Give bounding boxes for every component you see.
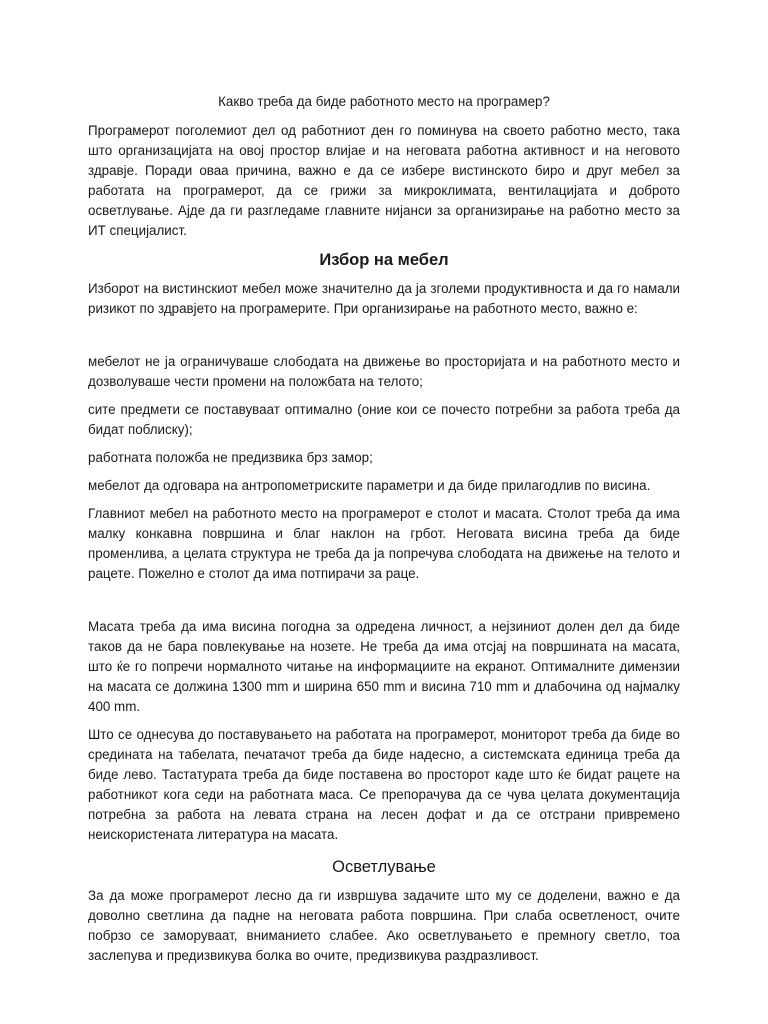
furniture-paragraph-4: Што се однесува до поставувањето на работата на програмерот, мониторот треба да биде во средината на табелата, печатачот треба да биде надесно, а системската единица треба да биде лево. Тастатурата треба да биде поставена во просторот каде што ќе бидат рацете на работникот кога седи на работната маса. Се препорачува да се чува целата документација потребна за работа на левата страна на лесен дофат и да се отстрани привремено неискористената литература на масата. bbox=[88, 727, 680, 842]
document-title: Какво треба да биде работното место на програмер? bbox=[218, 94, 550, 109]
furniture-list-item: работната положба не предизвика брз замор; bbox=[88, 450, 373, 465]
lighting-paragraph-1: За да може програмерот лесно да ги извршува задачите што му се доделени, важно е да доволно светлина да падне на неговата работа површина. При слаба осветленост, очите побрзо се заморуваат, вниманието слабее. Ако осветлувањето е премногу светло, тоа заслепува и предизвикува болка во очите, предизвикува раздразливост. bbox=[88, 888, 680, 963]
furniture-list-item: мебелот не ја ограничуваше слободата на движење во просторијата и на работното место и дозволуваше чести промени на положбата на телото; bbox=[88, 354, 680, 389]
section-heading-furniture: Избор на мебел bbox=[319, 251, 449, 269]
furniture-paragraph-3: Масата треба да има висина погодна за одредена личност, а нејзиниот долен дел да биде таков да не бара повлекување на нозете. Не треба да има отсјај на површината на масата, што ќе го попречи нормалното читање на информациите на екранот. Оптималните димензии на масата се должина 1300 mm и ширина 650 mm и висина 710 mm и длабочина од најмалку 400 mm. bbox=[88, 619, 680, 714]
furniture-paragraph-1: Изборот на вистинскиот мебел може значително да ја зголеми продуктивноста и да го намали ризикот по здравјето на програмерите. При организирање на работното место, важно е: bbox=[88, 281, 680, 316]
section-heading-lighting: Осветлување bbox=[332, 858, 436, 876]
furniture-list-item: мебелот да одговара на антропометриските параметри и да биде прилагодлив по висина. bbox=[88, 478, 651, 493]
furniture-paragraph-2: Главниот мебел на работното место на програмерот е столот и масата. Столот треба да има малку конкавна површина и благ наклон на грбот. Неговата висина треба да биде променлива, а целата структура не треба да ја попречува слободата на движење на телото и рацете. Пожелно е столот да има потпирачи за раце. bbox=[88, 506, 680, 581]
furniture-list-item: сите предмети се поставуваат оптимално (оние кои се почесто потребни за работа треба да бидат поблиску); bbox=[88, 402, 680, 437]
intro-paragraph: Програмерот поголемиот дел од работниот ден го поминува на своето работно место, така што организацијата на овој простор влијае и на неговата работна активност и на неговото здравје. Поради оваа причина, важно е да се избере вистинското биро и друг мебел за работата на програмерот, да се грижи за микроклимата, вентилацијата и доброто осветлување. Ајде да ги разгледаме главните нијанси за организирање на работно место за ИТ специјалист. bbox=[88, 123, 680, 238]
